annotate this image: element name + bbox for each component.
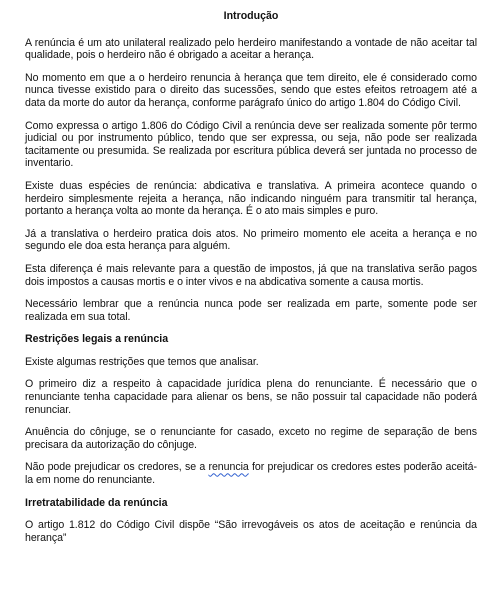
paragraph-effects: No momento em que a o herdeiro renuncia à herança que tem direito, ele é considerado como nunca tivesse existido para o direito das sucessões, sendo que estes efeitos retroagem até a data da morte do autor da herança, conforme parágrafo único do artigo 1.804 do Código Civil.	[25, 71, 477, 109]
paragraph-taxes: Esta diferença é mais relevante para a questão de impostos, já que na translativa serão pagos dois impostos a causas mortis e o inter vivos e na abdicativa somente a causa mortis.	[25, 262, 477, 288]
paragraph-definition: A renúncia é um ato unilateral realizado pelo herdeiro manifestando a vontade de não aceitar tal qualidade, pois o herdeiro não é obrigado a aceitar a herança.	[25, 36, 477, 62]
paragraph-spouse: Anuência do cônjuge, se o renunciante for casado, exceto no regime de separação de bens precisara da autorização do cônjuge.	[25, 426, 477, 451]
document-title: Introdução	[223, 10, 279, 22]
creditors-text-after: for prejudicar os credores estes poderão aceitá-la em nome do renunciante.	[25, 461, 477, 487]
paragraph-restrictions-intro: Existe algumas restrições que temos que analisar.	[25, 355, 259, 368]
paragraph-capacity: O primeiro diz a respeito à capacidade jurídica plena do renunciante. É necessário que o renunciante tenha capacidade para alienar os bens, se não possuir tal capacidade não poderá renunciar.	[25, 378, 477, 416]
creditors-text-before: Não pode prejudicar os credores, se a	[25, 461, 209, 474]
heading-restrictions: Restrições legais a renúncia	[25, 333, 169, 346]
paragraph-translative: Já a translativa o herdeiro pratica dois atos. No primeiro momento ele aceita a herança e no segundo ele doa esta herança para alguém.	[25, 227, 477, 253]
paragraph-partial: Necessário lembrar que a renúncia nunca pode ser realizada em parte, somente pode ser realizada em sua total.	[25, 298, 477, 323]
paragraph-creditors	[25, 461, 477, 486]
paragraph-article-1812: O artigo 1.812 do Código Civil dispõe “São irrevogáveis os atos de aceitação e renúncia da herança”	[25, 519, 477, 544]
spellcheck-flagged-word[interactable]: renuncia	[208, 461, 249, 474]
paragraph-form: Como expressa o artigo 1.806 do Código Civil a renúncia deve ser realizada somente pôr termo judicial ou por instrumento público, tendo que ser expressa, ou seja, não pode ser realizada tacitamente ou presumida. Se realizada por escritura pública deverá ser juntada no processo de inventario.	[25, 119, 477, 170]
document-page	[25, 10, 477, 554]
paragraph-species: Existe duas espécies de renúncia: abdicativa e translativa. A primeira acontece quando o herdeiro simplesmente rejeita a herança, não indicando ninguém para transmitir tal herança, portanto a herança volta ao monte da herança. É o ato mais simples e puro.	[25, 179, 477, 218]
heading-irrevocability: Irretratabilidade da renúncia	[25, 496, 168, 509]
